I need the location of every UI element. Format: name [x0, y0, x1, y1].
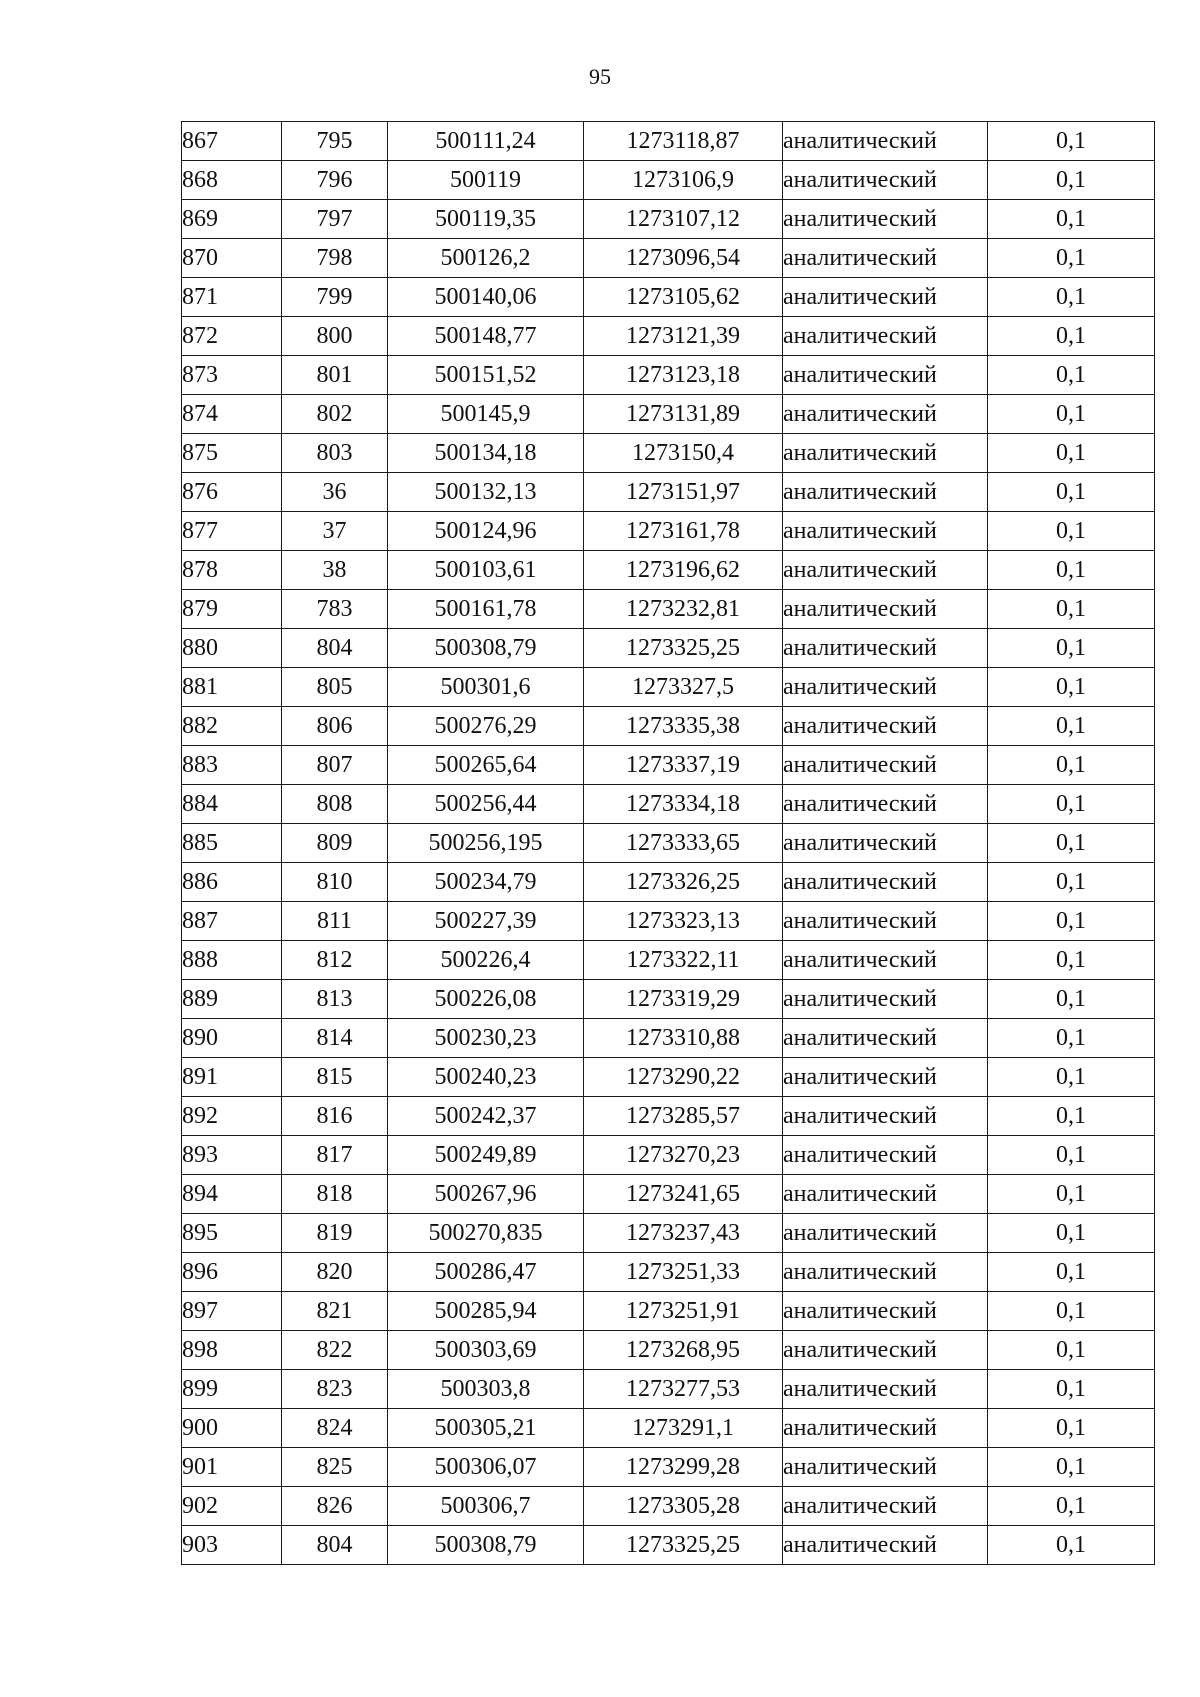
method-cell: аналитический	[783, 1214, 988, 1253]
row-number-cell: 892	[182, 1097, 282, 1136]
accuracy-cell: 0,1	[988, 746, 1155, 785]
row-number-cell: 883	[182, 746, 282, 785]
method-cell: аналитический	[783, 1292, 988, 1331]
y-coordinate-cell: 1273337,19	[584, 746, 783, 785]
row-number-cell: 870	[182, 239, 282, 278]
y-coordinate-cell: 1273106,9	[584, 161, 783, 200]
method-cell: аналитический	[783, 239, 988, 278]
method-cell: аналитический	[783, 590, 988, 629]
method-cell: аналитический	[783, 473, 988, 512]
method-cell: аналитический	[783, 278, 988, 317]
accuracy-cell: 0,1	[988, 824, 1155, 863]
table-row	[182, 1019, 1155, 1058]
accuracy-cell: 0,1	[988, 434, 1155, 473]
point-number-cell: 824	[282, 1409, 388, 1448]
point-number-cell: 811	[282, 902, 388, 941]
method-cell: аналитический	[783, 1370, 988, 1409]
coordinates-table	[181, 121, 1155, 1565]
row-number-cell: 889	[182, 980, 282, 1019]
row-number-cell: 884	[182, 785, 282, 824]
x-coordinate-cell: 500303,8	[388, 1370, 584, 1409]
point-number-cell: 796	[282, 161, 388, 200]
x-coordinate-cell: 500119,35	[388, 200, 584, 239]
row-number-cell: 885	[182, 824, 282, 863]
method-cell: аналитический	[783, 1253, 988, 1292]
accuracy-cell: 0,1	[988, 1214, 1155, 1253]
point-number-cell: 820	[282, 1253, 388, 1292]
x-coordinate-cell: 500256,44	[388, 785, 584, 824]
row-number-cell: 894	[182, 1175, 282, 1214]
accuracy-cell: 0,1	[988, 239, 1155, 278]
table-row	[182, 1214, 1155, 1253]
x-coordinate-cell: 500126,2	[388, 239, 584, 278]
accuracy-cell: 0,1	[988, 200, 1155, 239]
accuracy-cell: 0,1	[988, 1097, 1155, 1136]
y-coordinate-cell: 1273161,78	[584, 512, 783, 551]
table-row	[182, 1487, 1155, 1526]
row-number-cell: 867	[182, 122, 282, 161]
table-row	[182, 278, 1155, 317]
table-row	[182, 200, 1155, 239]
point-number-cell: 822	[282, 1331, 388, 1370]
row-number-cell: 877	[182, 512, 282, 551]
y-coordinate-cell: 1273131,89	[584, 395, 783, 434]
table-row	[182, 1253, 1155, 1292]
y-coordinate-cell: 1273232,81	[584, 590, 783, 629]
accuracy-cell: 0,1	[988, 941, 1155, 980]
row-number-cell: 869	[182, 200, 282, 239]
table-row	[182, 434, 1155, 473]
y-coordinate-cell: 1273305,28	[584, 1487, 783, 1526]
table-row	[182, 1097, 1155, 1136]
table-row	[182, 356, 1155, 395]
method-cell: аналитический	[783, 395, 988, 434]
accuracy-cell: 0,1	[988, 473, 1155, 512]
method-cell: аналитический	[783, 1409, 988, 1448]
accuracy-cell: 0,1	[988, 668, 1155, 707]
row-number-cell: 875	[182, 434, 282, 473]
row-number-cell: 897	[182, 1292, 282, 1331]
point-number-cell: 801	[282, 356, 388, 395]
row-number-cell: 874	[182, 395, 282, 434]
x-coordinate-cell: 500306,07	[388, 1448, 584, 1487]
x-coordinate-cell: 500227,39	[388, 902, 584, 941]
table-row	[182, 707, 1155, 746]
x-coordinate-cell: 500286,47	[388, 1253, 584, 1292]
accuracy-cell: 0,1	[988, 1487, 1155, 1526]
row-number-cell: 896	[182, 1253, 282, 1292]
accuracy-cell: 0,1	[988, 1409, 1155, 1448]
accuracy-cell: 0,1	[988, 122, 1155, 161]
point-number-cell: 795	[282, 122, 388, 161]
x-coordinate-cell: 500242,37	[388, 1097, 584, 1136]
y-coordinate-cell: 1273325,25	[584, 629, 783, 668]
row-number-cell: 873	[182, 356, 282, 395]
table-row	[182, 317, 1155, 356]
accuracy-cell: 0,1	[988, 1136, 1155, 1175]
y-coordinate-cell: 1273285,57	[584, 1097, 783, 1136]
table-row	[182, 1526, 1155, 1565]
x-coordinate-cell: 500256,195	[388, 824, 584, 863]
method-cell: аналитический	[783, 902, 988, 941]
row-number-cell: 878	[182, 551, 282, 590]
row-number-cell: 899	[182, 1370, 282, 1409]
table-row	[182, 473, 1155, 512]
point-number-cell: 36	[282, 473, 388, 512]
table-row	[182, 1409, 1155, 1448]
table-row	[182, 1136, 1155, 1175]
x-coordinate-cell: 500134,18	[388, 434, 584, 473]
method-cell: аналитический	[783, 980, 988, 1019]
x-coordinate-cell: 500145,9	[388, 395, 584, 434]
table-row	[182, 1331, 1155, 1370]
method-cell: аналитический	[783, 512, 988, 551]
x-coordinate-cell: 500308,79	[388, 629, 584, 668]
y-coordinate-cell: 1273107,12	[584, 200, 783, 239]
row-number-cell: 900	[182, 1409, 282, 1448]
x-coordinate-cell: 500270,835	[388, 1214, 584, 1253]
point-number-cell: 797	[282, 200, 388, 239]
y-coordinate-cell: 1273196,62	[584, 551, 783, 590]
row-number-cell: 902	[182, 1487, 282, 1526]
y-coordinate-cell: 1273334,18	[584, 785, 783, 824]
y-coordinate-cell: 1273105,62	[584, 278, 783, 317]
accuracy-cell: 0,1	[988, 629, 1155, 668]
y-coordinate-cell: 1273310,88	[584, 1019, 783, 1058]
y-coordinate-cell: 1273123,18	[584, 356, 783, 395]
accuracy-cell: 0,1	[988, 1253, 1155, 1292]
y-coordinate-cell: 1273270,23	[584, 1136, 783, 1175]
point-number-cell: 813	[282, 980, 388, 1019]
row-number-cell: 891	[182, 1058, 282, 1097]
accuracy-cell: 0,1	[988, 1526, 1155, 1565]
x-coordinate-cell: 500267,96	[388, 1175, 584, 1214]
method-cell: аналитический	[783, 824, 988, 863]
x-coordinate-cell: 500148,77	[388, 317, 584, 356]
accuracy-cell: 0,1	[988, 1292, 1155, 1331]
method-cell: аналитический	[783, 941, 988, 980]
row-number-cell: 881	[182, 668, 282, 707]
point-number-cell: 807	[282, 746, 388, 785]
point-number-cell: 810	[282, 863, 388, 902]
accuracy-cell: 0,1	[988, 707, 1155, 746]
point-number-cell: 783	[282, 590, 388, 629]
accuracy-cell: 0,1	[988, 278, 1155, 317]
method-cell: аналитический	[783, 1526, 988, 1565]
accuracy-cell: 0,1	[988, 1370, 1155, 1409]
point-number-cell: 821	[282, 1292, 388, 1331]
y-coordinate-cell: 1273096,54	[584, 239, 783, 278]
y-coordinate-cell: 1273118,87	[584, 122, 783, 161]
point-number-cell: 812	[282, 941, 388, 980]
x-coordinate-cell: 500276,29	[388, 707, 584, 746]
x-coordinate-cell: 500301,6	[388, 668, 584, 707]
table-row	[182, 512, 1155, 551]
point-number-cell: 815	[282, 1058, 388, 1097]
method-cell: аналитический	[783, 1175, 988, 1214]
point-number-cell: 798	[282, 239, 388, 278]
y-coordinate-cell: 1273325,25	[584, 1526, 783, 1565]
point-number-cell: 804	[282, 1526, 388, 1565]
y-coordinate-cell: 1273251,33	[584, 1253, 783, 1292]
row-number-cell: 880	[182, 629, 282, 668]
y-coordinate-cell: 1273323,13	[584, 902, 783, 941]
accuracy-cell: 0,1	[988, 590, 1155, 629]
y-coordinate-cell: 1273322,11	[584, 941, 783, 980]
method-cell: аналитический	[783, 629, 988, 668]
table-row	[182, 863, 1155, 902]
method-cell: аналитический	[783, 161, 988, 200]
point-number-cell: 802	[282, 395, 388, 434]
table-row	[182, 239, 1155, 278]
accuracy-cell: 0,1	[988, 395, 1155, 434]
accuracy-cell: 0,1	[988, 1058, 1155, 1097]
x-coordinate-cell: 500285,94	[388, 1292, 584, 1331]
accuracy-cell: 0,1	[988, 551, 1155, 590]
x-coordinate-cell: 500249,89	[388, 1136, 584, 1175]
x-coordinate-cell: 500240,23	[388, 1058, 584, 1097]
y-coordinate-cell: 1273326,25	[584, 863, 783, 902]
point-number-cell: 806	[282, 707, 388, 746]
table-row	[182, 746, 1155, 785]
point-number-cell: 800	[282, 317, 388, 356]
x-coordinate-cell: 500119	[388, 161, 584, 200]
y-coordinate-cell: 1273327,5	[584, 668, 783, 707]
method-cell: аналитический	[783, 1019, 988, 1058]
x-coordinate-cell: 500111,24	[388, 122, 584, 161]
x-coordinate-cell: 500303,69	[388, 1331, 584, 1370]
point-number-cell: 817	[282, 1136, 388, 1175]
method-cell: аналитический	[783, 785, 988, 824]
method-cell: аналитический	[783, 863, 988, 902]
method-cell: аналитический	[783, 1136, 988, 1175]
point-number-cell: 819	[282, 1214, 388, 1253]
table-row	[182, 980, 1155, 1019]
point-number-cell: 809	[282, 824, 388, 863]
y-coordinate-cell: 1273251,91	[584, 1292, 783, 1331]
table-body	[182, 122, 1155, 1565]
x-coordinate-cell: 500103,61	[388, 551, 584, 590]
y-coordinate-cell: 1273290,22	[584, 1058, 783, 1097]
y-coordinate-cell: 1273335,38	[584, 707, 783, 746]
x-coordinate-cell: 500234,79	[388, 863, 584, 902]
method-cell: аналитический	[783, 434, 988, 473]
table-row	[182, 941, 1155, 980]
row-number-cell: 898	[182, 1331, 282, 1370]
y-coordinate-cell: 1273241,65	[584, 1175, 783, 1214]
accuracy-cell: 0,1	[988, 1448, 1155, 1487]
x-coordinate-cell: 500306,7	[388, 1487, 584, 1526]
point-number-cell: 799	[282, 278, 388, 317]
x-coordinate-cell: 500226,08	[388, 980, 584, 1019]
row-number-cell: 890	[182, 1019, 282, 1058]
point-number-cell: 818	[282, 1175, 388, 1214]
point-number-cell: 805	[282, 668, 388, 707]
row-number-cell: 879	[182, 590, 282, 629]
method-cell: аналитический	[783, 317, 988, 356]
table-row	[182, 1370, 1155, 1409]
x-coordinate-cell: 500308,79	[388, 1526, 584, 1565]
point-number-cell: 38	[282, 551, 388, 590]
table-row	[182, 668, 1155, 707]
row-number-cell: 886	[182, 863, 282, 902]
method-cell: аналитический	[783, 668, 988, 707]
method-cell: аналитический	[783, 551, 988, 590]
method-cell: аналитический	[783, 200, 988, 239]
table-row	[182, 1448, 1155, 1487]
row-number-cell: 868	[182, 161, 282, 200]
row-number-cell: 871	[182, 278, 282, 317]
point-number-cell: 823	[282, 1370, 388, 1409]
y-coordinate-cell: 1273237,43	[584, 1214, 783, 1253]
row-number-cell: 887	[182, 902, 282, 941]
method-cell: аналитический	[783, 1058, 988, 1097]
x-coordinate-cell: 500230,23	[388, 1019, 584, 1058]
y-coordinate-cell: 1273291,1	[584, 1409, 783, 1448]
x-coordinate-cell: 500140,06	[388, 278, 584, 317]
row-number-cell: 888	[182, 941, 282, 980]
row-number-cell: 895	[182, 1214, 282, 1253]
row-number-cell: 872	[182, 317, 282, 356]
accuracy-cell: 0,1	[988, 980, 1155, 1019]
row-number-cell: 882	[182, 707, 282, 746]
accuracy-cell: 0,1	[988, 785, 1155, 824]
table-row	[182, 122, 1155, 161]
x-coordinate-cell: 500305,21	[388, 1409, 584, 1448]
y-coordinate-cell: 1273268,95	[584, 1331, 783, 1370]
table-row	[182, 629, 1155, 668]
method-cell: аналитический	[783, 1097, 988, 1136]
accuracy-cell: 0,1	[988, 1175, 1155, 1214]
y-coordinate-cell: 1273319,29	[584, 980, 783, 1019]
accuracy-cell: 0,1	[988, 863, 1155, 902]
point-number-cell: 804	[282, 629, 388, 668]
x-coordinate-cell: 500226,4	[388, 941, 584, 980]
row-number-cell: 893	[182, 1136, 282, 1175]
y-coordinate-cell: 1273121,39	[584, 317, 783, 356]
accuracy-cell: 0,1	[988, 356, 1155, 395]
y-coordinate-cell: 1273151,97	[584, 473, 783, 512]
table-row	[182, 1175, 1155, 1214]
table-row	[182, 824, 1155, 863]
x-coordinate-cell: 500151,52	[388, 356, 584, 395]
point-number-cell: 814	[282, 1019, 388, 1058]
table-row	[182, 161, 1155, 200]
page-number: 95	[589, 64, 611, 89]
point-number-cell: 825	[282, 1448, 388, 1487]
method-cell: аналитический	[783, 707, 988, 746]
table-row	[182, 1058, 1155, 1097]
table-row	[182, 590, 1155, 629]
point-number-cell: 808	[282, 785, 388, 824]
table-row	[182, 785, 1155, 824]
accuracy-cell: 0,1	[988, 317, 1155, 356]
x-coordinate-cell: 500132,13	[388, 473, 584, 512]
table-row	[182, 902, 1155, 941]
method-cell: аналитический	[783, 1448, 988, 1487]
point-number-cell: 816	[282, 1097, 388, 1136]
method-cell: аналитический	[783, 1487, 988, 1526]
y-coordinate-cell: 1273150,4	[584, 434, 783, 473]
accuracy-cell: 0,1	[988, 1019, 1155, 1058]
x-coordinate-cell: 500124,96	[388, 512, 584, 551]
method-cell: аналитический	[783, 356, 988, 395]
row-number-cell: 876	[182, 473, 282, 512]
x-coordinate-cell: 500265,64	[388, 746, 584, 785]
method-cell: аналитический	[783, 746, 988, 785]
table-row	[182, 1292, 1155, 1331]
accuracy-cell: 0,1	[988, 902, 1155, 941]
point-number-cell: 826	[282, 1487, 388, 1526]
row-number-cell: 901	[182, 1448, 282, 1487]
x-coordinate-cell: 500161,78	[388, 590, 584, 629]
accuracy-cell: 0,1	[988, 1331, 1155, 1370]
accuracy-cell: 0,1	[988, 512, 1155, 551]
method-cell: аналитический	[783, 122, 988, 161]
y-coordinate-cell: 1273277,53	[584, 1370, 783, 1409]
accuracy-cell: 0,1	[988, 161, 1155, 200]
table-row	[182, 551, 1155, 590]
row-number-cell: 903	[182, 1526, 282, 1565]
y-coordinate-cell: 1273333,65	[584, 824, 783, 863]
point-number-cell: 37	[282, 512, 388, 551]
table-row	[182, 395, 1155, 434]
y-coordinate-cell: 1273299,28	[584, 1448, 783, 1487]
method-cell: аналитический	[783, 1331, 988, 1370]
point-number-cell: 803	[282, 434, 388, 473]
